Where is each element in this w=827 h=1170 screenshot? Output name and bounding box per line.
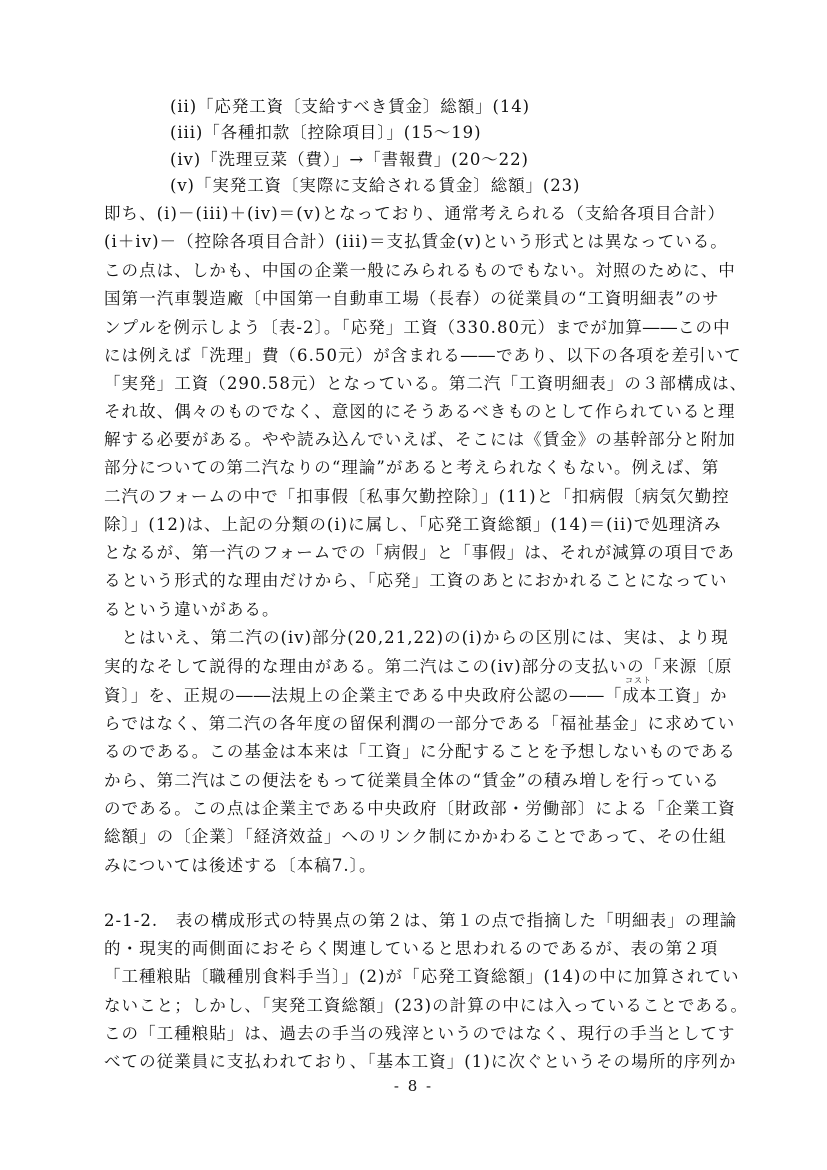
paragraph-line: この点は、しかも、中国の企業一般にみられるものでもない。対照のために、中 bbox=[104, 261, 736, 280]
paragraph-line: から、第二汽はこの便法をもって従業員全体の“賃金”の積み増しを行っている bbox=[104, 771, 720, 790]
paragraph-line: とはいえ、第二汽の(iv)部分(20,21,22)の(i)からの区別には、実は、より現 bbox=[104, 628, 729, 647]
paragraph-line: ないこと；しかし、「実発工資総額」(23)の計算の中には入っていることである。 bbox=[104, 996, 749, 1015]
paragraph-line: べての従業員に支払われており、「基本工資」(1)に次ぐというその場所的序列か bbox=[104, 1052, 737, 1071]
page-number: - 8 - bbox=[393, 1077, 434, 1095]
paragraph-line: みについては後述する〔本稿7.〕。 bbox=[104, 856, 377, 875]
paragraph-line: となるが、第一汽のフォームでの「病假」と「事假」は、それが減算の項目であ bbox=[104, 543, 735, 562]
paragraph-line: 総額」の〔企業〕「経済效益」へのリンク制にかかわることであって、その仕組 bbox=[104, 827, 727, 846]
paragraph-line: 資〕」を、正規の――法規上の企業主である中央政府公認の――「成本工資」か bbox=[104, 686, 728, 705]
paragraph-line: るという違いがある。 bbox=[104, 600, 280, 619]
paragraph-line: 即ち、(i)－(iii)＋(iv)＝(v)となっており、通常考えられる（支給各項目合計） bbox=[104, 204, 726, 223]
paragraph-line: 2-1-2. 表の構成形式の特異点の第２は、第１の点で指摘した「明細表」の理論 bbox=[104, 911, 738, 930]
paragraph-line: 国第一汽車製造廠〔中国第一自動車工場（長春）の従業員の“工資明細表”のサ bbox=[104, 289, 720, 308]
paragraph-line: るという形式的な理由だけから、「応発」工資のあとにおかれることになってい bbox=[104, 571, 728, 590]
paragraph-line: この「工種粮貼」は、過去の手当の残滓というのではなく、現行の手当としてす bbox=[104, 1024, 736, 1043]
paragraph-line: 「工種粮貼〔職種別食料手当〕」(2)が「応発工資総額」(14)の中に加算されてい bbox=[104, 967, 740, 986]
paragraph-line: 実的なそして説得的な理由がある。第二汽はこの(iv)部分の支払いの「来源〔原 bbox=[104, 657, 733, 676]
paragraph-line: るのである。この基金は本来は「工資」に分配することを予想しないものである bbox=[104, 742, 736, 761]
paragraph-line: 「実発」工資（290.58元）となっている。第二汽「工資明細表」の３部構成は、 bbox=[104, 374, 748, 393]
paragraph-line: 解する必要がある。やや読み込んでいえば、そこには《賃金》の基幹部分と附加 bbox=[104, 430, 736, 449]
paragraph-line: には例えば「洗理」費（6.50元）が含まれる――であり、以下の各項を差引いて bbox=[104, 346, 742, 365]
paragraph-line: 二汽のフォームの中で「扣事假〔私事欠勤控除〕」(11)と「扣病假〔病気欠勤控 bbox=[104, 487, 730, 506]
list-item: (iii)「各種扣款〔控除項目〕」(15～19) bbox=[170, 123, 482, 142]
paragraph-line: 除〕」(12)は、上記の分類の(i)に属し、「応発工資総額」(14)＝(ii)で処理済み bbox=[104, 515, 722, 534]
paragraph-line: のである。この点は企業主である中央政府〔財政部・労働部〕による「企業工資 bbox=[104, 799, 736, 818]
list-item: (v)「実発工資〔実際に支給される賃金〕総額」(23) bbox=[170, 176, 581, 195]
list-item: (iv)「洗理豆菜（費）」→「書報費」(20～22) bbox=[170, 150, 529, 169]
paragraph-line: らではなく、第二汽の各年度の留保利潤の一部分である「福祉基金」に求めてい bbox=[104, 714, 736, 733]
paragraph-line: 部分についての第二汽なりの“理論”があると考えられなくもない。例えば、第 bbox=[104, 458, 720, 477]
paragraph-line: それ故、偶々のものでなく、意図的にそうあるべきものとして作られていると理 bbox=[104, 402, 736, 421]
paragraph-line: (i＋iv)－（控除各項目合計）(iii)＝支払賃金(v)という形式とは異なっている。 bbox=[104, 232, 728, 251]
paragraph-line: 的・現実的両側面におそらく関連していると思われるのであるが、表の第２項 bbox=[104, 939, 719, 958]
list-item: (ii)「応発工資〔支給すべき賃金〕総額」(14) bbox=[170, 97, 530, 116]
paragraph-line: ンプルを例示しよう〔表-2〕。「応発」工資（330.80元）までが加算――この中 bbox=[104, 318, 731, 337]
ruby-annotation: コスト bbox=[625, 676, 652, 685]
